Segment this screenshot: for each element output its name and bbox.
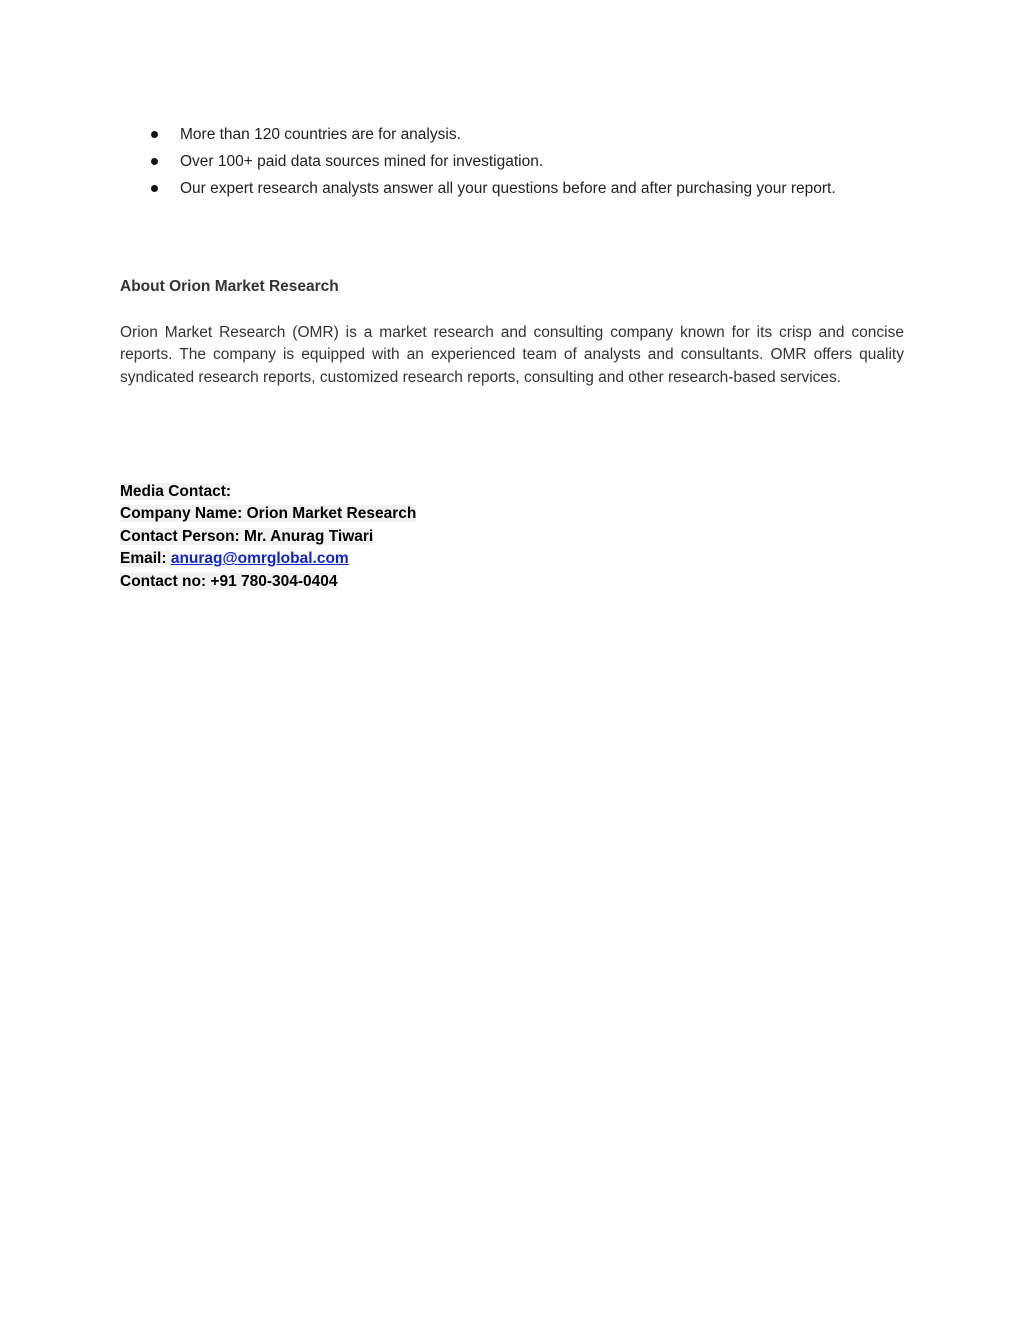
about-heading: About Orion Market Research xyxy=(120,278,339,295)
media-contact-label: Media Contact: xyxy=(120,483,232,500)
feature-bullet-list xyxy=(120,121,910,202)
bullet-text: More than 120 countries are for analysis. xyxy=(180,126,461,143)
about-paragraph: Orion Market Research (OMR) is a market research and consulting company known for its crisp and concise reports. The company is equipped with an experienced team of analysts and consultants. OMR offers quality syndicated research reports, customized research reports, consulting and other research-based services. xyxy=(120,324,904,386)
bullet-icon xyxy=(151,185,158,192)
phone-line: Contact no: +91 780-304-0404 xyxy=(120,572,338,590)
contact-person-line: Contact Person: Mr. Anurag Tiwari xyxy=(120,527,374,545)
media-contact-block xyxy=(120,481,416,593)
company-name-line: Company Name: Orion Market Research xyxy=(120,505,417,523)
bullet-item xyxy=(120,148,910,175)
bullet-item xyxy=(120,121,910,148)
bullet-icon xyxy=(151,131,158,138)
email-link[interactable]: anurag@omrglobal.com xyxy=(170,550,349,568)
email-label: Email: xyxy=(120,550,171,568)
bullet-item xyxy=(120,175,910,202)
bullet-text: Our expert research analysts answer all your questions before and after purchasing your report. xyxy=(180,180,836,197)
bullet-icon xyxy=(151,158,158,165)
email-line xyxy=(120,548,416,570)
bullet-text: Over 100+ paid data sources mined for investigation. xyxy=(180,153,544,170)
